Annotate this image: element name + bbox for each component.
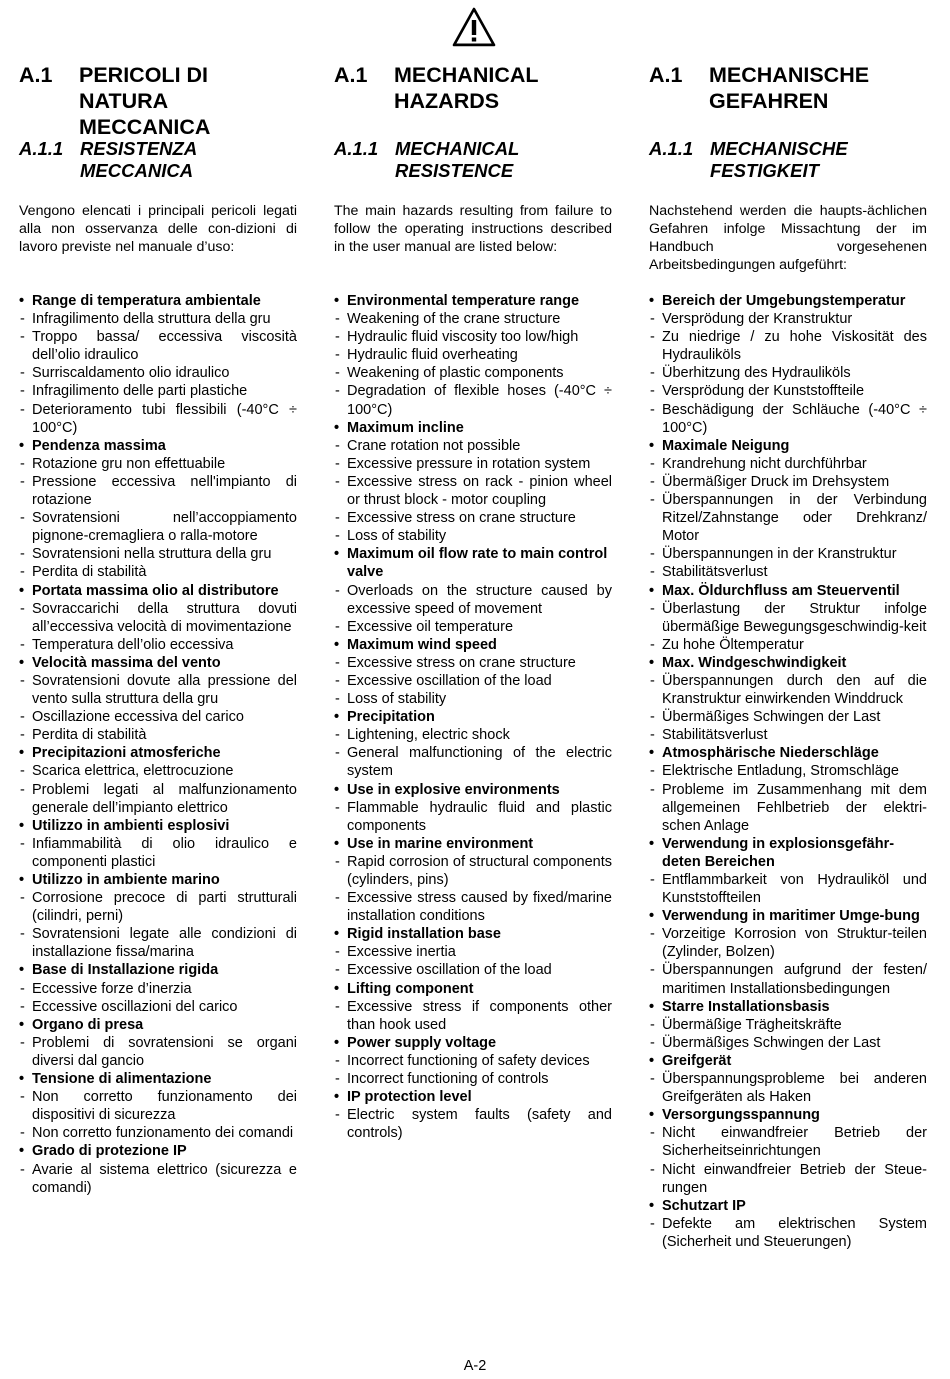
hazard-heading: • Maximale Neigung <box>649 437 927 455</box>
hazard-heading: • Organo di presa <box>19 1016 297 1034</box>
hazard-heading: • Maximum oil flow rate to main control valve <box>334 545 612 581</box>
hazard-point: - Infiammabilità di olio idraulico e componenti plastici <box>19 835 297 871</box>
hazard-list <box>649 292 927 1251</box>
hazard-point: - Versprödung der Kunststoffteile <box>649 382 927 400</box>
hazard-point: - Incorrect functioning of controls <box>334 1070 612 1088</box>
hazard-point: - Surriscaldamento olio idraulico <box>19 364 297 382</box>
hazard-point: - General malfunctioning of the electric system <box>334 744 612 780</box>
hazard-heading: • Max. Öldurchfluss am Steuerventil <box>649 582 927 600</box>
hazard-point: - Crane rotation not possible <box>334 437 612 455</box>
hazard-point: - Scarica elettrica, elettrocuzione <box>19 762 297 780</box>
hazard-heading: • Verwendung in maritimer Umge-bung <box>649 907 927 925</box>
hazard-point: - Troppo bassa/ eccessiva viscosità dell’olio idraulico <box>19 328 297 364</box>
hazard-point: - Rapid corrosion of structural components (cylinders, pins) <box>334 853 612 889</box>
hazard-list <box>19 292 297 1197</box>
hazard-heading: • Use in explosive environments <box>334 781 612 799</box>
hazard-heading: • Greifgerät <box>649 1052 927 1070</box>
hazard-point: - Zu hohe Öltemperatur <box>649 636 927 654</box>
subsection-number: A.1.1 <box>19 138 64 159</box>
hazard-point: - Probleme im Zusammenhang mit dem allgemeinen Fehlbetrieb der elektri-schen Anlage <box>649 781 927 835</box>
hazard-point: - Hydraulic fluid overheating <box>334 346 612 364</box>
hazard-point: - Deterioramento tubi flessibili (-40°C ÷ 100°C) <box>19 401 297 437</box>
hazard-point: - Degradation of flexible hoses (-40°C ÷ 100°C) <box>334 382 612 418</box>
hazard-point: - Nicht einwandfreier Betrieb der Sicherheitseinrichtungen <box>649 1124 927 1160</box>
hazard-point: - Loss of stability <box>334 527 612 545</box>
hazard-heading: • Rigid installation base <box>334 925 612 943</box>
hazard-point: - Defekte am elektrischen System (Sicherheit und Steuerungen) <box>649 1215 927 1251</box>
hazard-point: - Excessive pressure in rotation system <box>334 455 612 473</box>
hazard-point: - Hydraulic fluid viscosity too low/high <box>334 328 612 346</box>
hazard-heading: • Starre Installationsbasis <box>649 998 927 1016</box>
hazard-heading: • Utilizzo in ambiente marino <box>19 871 297 889</box>
hazard-point: - Übermäßiger Druck im Drehsystem <box>649 473 927 491</box>
hazard-point: - Perdita di stabilità <box>19 563 297 581</box>
hazard-heading: • Grado di protezione IP <box>19 1142 297 1160</box>
hazard-point: - Excessive stress caused by fixed/marine installation conditions <box>334 889 612 925</box>
hazard-point: - Excessive inertia <box>334 943 612 961</box>
intro-paragraph: Nachstehend werden die haupts-ächlichen Gefahren infolge Missachtung der im Handbuch vorgesehenen Arbeitsbedingungen aufgeführt: <box>649 203 927 273</box>
intro-paragraph: Vengono elencati i principali pericoli legati alla non osservanza delle con-dizioni di lavoro previste nel manuale d’uso: <box>19 203 297 255</box>
hazard-point: - Weakening of plastic components <box>334 364 612 382</box>
hazard-point: - Weakening of the crane structure <box>334 310 612 328</box>
subsection-title <box>649 138 927 182</box>
hazard-point: - Electric system faults (safety and controls) <box>334 1106 612 1142</box>
hazard-point: - Problemi legati al malfunzionamento generale dell’impianto elettrico <box>19 781 297 817</box>
hazard-heading: • Utilizzo in ambienti esplosivi <box>19 817 297 835</box>
hazard-point: - Excessive oil temperature <box>334 618 612 636</box>
section-number: A.1 <box>649 63 683 87</box>
hazard-heading: • Use in marine environment <box>334 835 612 853</box>
hazard-point: - Loss of stability <box>334 690 612 708</box>
hazard-point: - Überspannungsprobleme bei anderen Greifgeräten als Haken <box>649 1070 927 1106</box>
hazard-point: - Nicht einwandfreier Betrieb der Steue-rungen <box>649 1161 927 1197</box>
hazard-point: - Versprödung der Kranstruktur <box>649 310 927 328</box>
hazard-point: - Excessive stress on rack - pinion wheel or thrust block - motor coupling <box>334 473 612 509</box>
column-italian <box>19 62 297 1197</box>
hazard-heading: • IP protection level <box>334 1088 612 1106</box>
hazard-point: - Excessive oscillation of the load <box>334 672 612 690</box>
hazard-heading: • Schutzart IP <box>649 1197 927 1215</box>
hazard-point: - Perdita di stabilità <box>19 726 297 744</box>
hazard-point: - Überspannungen in der Kranstruktur <box>649 545 927 563</box>
hazard-heading: • Atmosphärische Niederschläge <box>649 744 927 762</box>
hazard-point: - Entflammbarkeit von Hydrauliköl und Kunststoffteilen <box>649 871 927 907</box>
hazard-point: - Problemi di sovratensioni se organi diversi dal gancio <box>19 1034 297 1070</box>
hazard-point: - Sovratensioni nell’accoppiamento pignone-cremagliera o ralla-motore <box>19 509 297 545</box>
hazard-point: - Oscillazione eccessiva del carico <box>19 708 297 726</box>
hazard-point: - Überspannungen aufgrund der festen/ maritimen Installationsbedingungen <box>649 961 927 997</box>
column-english <box>334 62 612 1142</box>
column-german <box>649 62 927 1251</box>
hazard-heading: • Versorgungsspannung <box>649 1106 927 1124</box>
hazard-point: - Vorzeitige Korrosion von Struktur-teilen (Zylinder, Bolzen) <box>649 925 927 961</box>
hazard-heading: • Pendenza massima <box>19 437 297 455</box>
section-title <box>649 62 927 118</box>
hazard-point: - Non corretto funzionamento dei comandi <box>19 1124 297 1142</box>
hazard-point: - Infragilimento della struttura della gru <box>19 310 297 328</box>
hazard-point: - Überspannungen in der Verbindung Ritzel/Zahnstange oder Drehkranz/ Motor <box>649 491 927 545</box>
subsection-title <box>334 138 612 182</box>
section-title-text: PERICOLI DI NATURA MECCANICA <box>79 63 211 139</box>
hazard-heading: • Lifting component <box>334 980 612 998</box>
hazard-heading: • Tensione di alimentazione <box>19 1070 297 1088</box>
hazard-point: - Sovratensioni dovute alla pressione del vento sulla struttura della gru <box>19 672 297 708</box>
subsection-title <box>19 138 297 182</box>
hazard-point: - Lightening, electric shock <box>334 726 612 744</box>
hazard-point: - Übermäßige Trägheitskräfte <box>649 1016 927 1034</box>
subsection-title-text: MECHANICAL RESISTENCE <box>395 138 520 181</box>
hazard-point: - Krandrehung nicht durchführbar <box>649 455 927 473</box>
section-title-text: MECHANICAL HAZARDS <box>394 63 539 113</box>
hazard-point: - Stabilitätsverlust <box>649 563 927 581</box>
page-number: A-2 <box>463 1358 487 1374</box>
intro-paragraph: The main hazards resulting from failure to follow the operating instructions described in the user manual are listed below: <box>334 203 612 255</box>
hazard-point: - Übermäßiges Schwingen der Last <box>649 708 927 726</box>
hazard-point: - Non corretto funzionamento dei dispositivi di sicurezza <box>19 1088 297 1124</box>
hazard-heading: • Maximum incline <box>334 419 612 437</box>
hazard-point: - Pressione eccessiva nell'impianto di rotazione <box>19 473 297 509</box>
section-title <box>19 62 297 139</box>
hazard-point: - Avarie al sistema elettrico (sicurezza e comandi) <box>19 1161 297 1197</box>
hazard-point: - Überhitzung des Hydrauliköls <box>649 364 927 382</box>
subsection-number: A.1.1 <box>334 138 379 159</box>
hazard-point: - Übermäßiges Schwingen der Last <box>649 1034 927 1052</box>
hazard-point: - Infragilimento delle parti plastiche <box>19 382 297 400</box>
hazard-point: - Zu niedrige / zu hohe Viskosität des Hydrauliköls <box>649 328 927 364</box>
hazard-point: - Sovratensioni legate alle condizioni di installazione fissa/marina <box>19 925 297 961</box>
hazard-point: - Beschädigung der Schläuche (-40°C ÷ 100°C) <box>649 401 927 437</box>
hazard-point: - Sovratensioni nella struttura della gru <box>19 545 297 563</box>
hazard-heading: • Base di Installazione rigida <box>19 961 297 979</box>
hazard-heading: • Precipitazioni atmosferiche <box>19 744 297 762</box>
hazard-heading: • Max. Windgeschwindigkeit <box>649 654 927 672</box>
hazard-point: - Excessive oscillation of the load <box>334 961 612 979</box>
hazard-point: - Flammable hydraulic fluid and plastic components <box>334 799 612 835</box>
hazard-point: - Excessive stress on crane structure <box>334 654 612 672</box>
hazard-point: - Elektrische Entladung, Stromschläge <box>649 762 927 780</box>
hazard-heading: • Verwendung in explosionsgefähr-deten Bereichen <box>649 835 927 871</box>
hazard-point: - Excessive stress if components other than hook used <box>334 998 612 1034</box>
subsection-title-text: MECHANISCHE FESTIGKEIT <box>710 138 848 181</box>
hazard-heading: • Bereich der Umgebungstemperatur <box>649 292 927 310</box>
hazard-point: - Overloads on the structure caused by excessive speed of movement <box>334 582 612 618</box>
hazard-point: - Überlastung der Struktur infolge übermäßige Bewegungsgeschwindig-keit <box>649 600 927 636</box>
hazard-point: - Incorrect functioning of safety devices <box>334 1052 612 1070</box>
hazard-point: - Excessive stress on crane structure <box>334 509 612 527</box>
warning-triangle-icon <box>451 6 497 48</box>
hazard-heading: • Maximum wind speed <box>334 636 612 654</box>
hazard-point: - Stabilitätsverlust <box>649 726 927 744</box>
hazard-heading: • Power supply voltage <box>334 1034 612 1052</box>
hazard-point: - Sovraccarichi della struttura dovuti all’eccessiva velocità di movimentazione <box>19 600 297 636</box>
hazard-heading: • Range di temperatura ambientale <box>19 292 297 310</box>
hazard-list <box>334 292 612 1142</box>
section-number: A.1 <box>334 63 368 87</box>
hazard-point: - Temperatura dell’olio eccessiva <box>19 636 297 654</box>
hazard-point: - Eccessive forze d’inerzia <box>19 980 297 998</box>
section-title-text: MECHANISCHE GEFAHREN <box>709 63 870 113</box>
subsection-title-text: RESISTENZA MECCANICA <box>80 138 197 181</box>
hazard-heading: • Portata massima olio al distributore <box>19 582 297 600</box>
hazard-heading: • Precipitation <box>334 708 612 726</box>
hazard-point: - Corrosione precoce di parti strutturali (cilindri, perni) <box>19 889 297 925</box>
hazard-point: - Eccessive oscillazioni del carico <box>19 998 297 1016</box>
hazard-heading: • Environmental temperature range <box>334 292 612 310</box>
section-number: A.1 <box>19 63 53 87</box>
hazard-heading: • Velocità massima del vento <box>19 654 297 672</box>
hazard-point: - Überspannungen durch den auf die Kranstruktur einwirkenden Winddruck <box>649 672 927 708</box>
hazard-point: - Rotazione gru non effettuabile <box>19 455 297 473</box>
section-title <box>334 62 612 118</box>
subsection-number: A.1.1 <box>649 138 694 159</box>
